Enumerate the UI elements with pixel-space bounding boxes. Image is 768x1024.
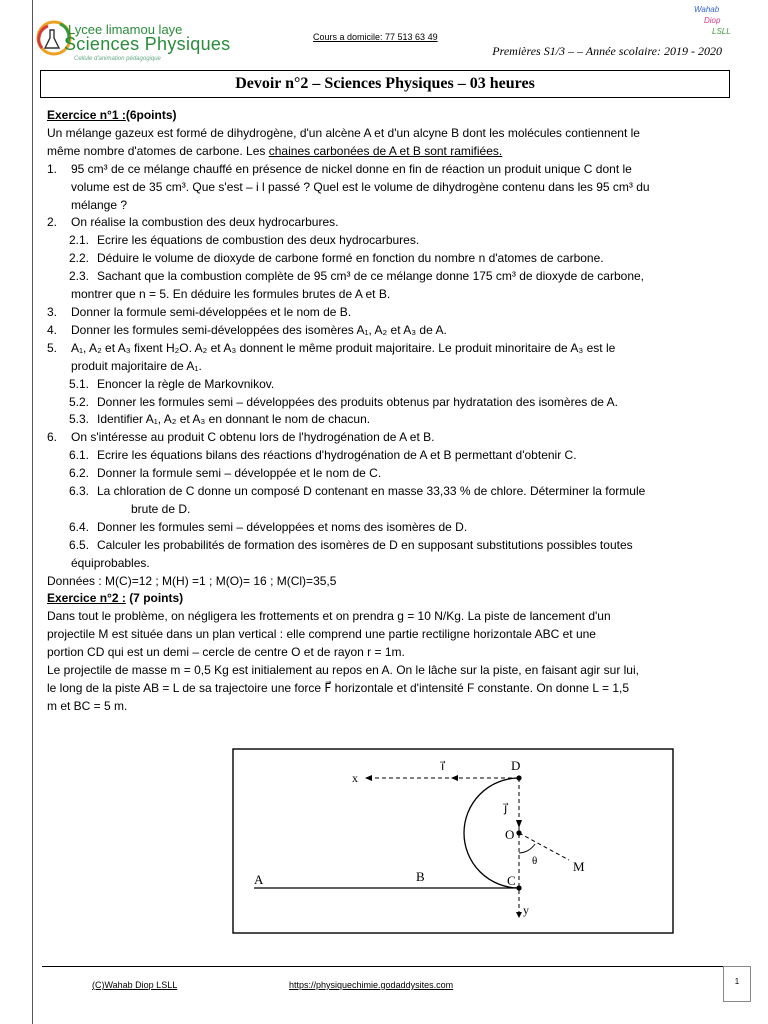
- j-vector-head: [516, 820, 522, 828]
- data-constants: Données : M(C)=12 ; M(H) =1 ; M(O)= 16 ; M(Cl)=35,5: [47, 573, 337, 588]
- q52-text: Donner les formules semi – développées des produits obtenus par hydratation des isomères de A.: [97, 394, 618, 409]
- logo-school-name: Lycee limamou laye: [68, 22, 183, 37]
- q62-number: 6.2.: [69, 466, 90, 481]
- track-diagram: [232, 748, 674, 934]
- ex2-title: Exercice n°2 :: [47, 591, 126, 606]
- question-6-3: [47, 483, 719, 501]
- ex2-para-1: Dans tout le problème, on négligera les frottements et on prendra g = 10 N/Kg. La piste de lancement d'un: [47, 609, 611, 624]
- label-b: B: [416, 869, 425, 884]
- q3-text: Donner la formule semi-développées et le nom de B.: [71, 304, 352, 319]
- radius-om: [519, 833, 569, 860]
- label-d: D: [511, 758, 521, 773]
- exam-body: [47, 107, 719, 716]
- ex2-para-4: Le projectile de masse m = 0,5 Kg est initialement au repos en A. On le lâche sur la piste, en faisant agir sur lui,: [47, 663, 639, 678]
- question-5-1: [47, 376, 719, 394]
- q53-text: Identifier A₁, A₂ et A₃ en donnant le nom de chacun.: [97, 412, 371, 427]
- question-2: [47, 214, 719, 232]
- logo-tagline: Cellule d'animation pédagogique: [74, 56, 161, 62]
- theta-arc: [519, 844, 535, 853]
- ex1-intro-2a: même nombre d'atomes de carbone. Les: [47, 143, 269, 158]
- q4-number: 4.: [47, 322, 58, 337]
- author-badge: [690, 4, 734, 44]
- question-2-1: [47, 232, 719, 250]
- q23-text-2: montrer que n = 5. En déduire les formules brutes de A et B.: [71, 287, 391, 302]
- q6-text: On s'intéresse au produit C obtenu lors de l'hydrogénation de A et B.: [71, 430, 435, 445]
- q65-text: Calculer les probabilités de formation des isomères de D en supposant substitutions possibles toutes: [97, 537, 633, 552]
- contact-line: Cours a domicile: 77 513 63 49: [313, 32, 438, 42]
- q6-number: 6.: [47, 430, 58, 445]
- q53-number: 5.3.: [69, 412, 90, 427]
- q63-text: La chloration de C donne un composé D contenant en masse 33,33 % de chlore. Déterminer la formule: [97, 484, 646, 499]
- q63-text-2: brute de D.: [131, 501, 191, 516]
- q3-number: 3.: [47, 304, 58, 319]
- q64-text: Donner les formules semi – développées et noms des isomères de D.: [97, 519, 468, 534]
- question-3: [47, 304, 719, 322]
- question-2-2: [47, 250, 719, 268]
- question-5: [47, 340, 719, 358]
- q5-number: 5.: [47, 340, 58, 355]
- question-5-3: [47, 411, 719, 429]
- point-d-dot: [516, 775, 521, 780]
- footer-rule: [42, 966, 724, 967]
- label-a: A: [254, 872, 264, 887]
- q65-text-2: équiprobables.: [71, 555, 150, 570]
- ex2-heading: [47, 590, 719, 608]
- q1-number: 1.: [47, 161, 58, 176]
- ex2-para-6: m et BC = 5 m.: [47, 698, 128, 713]
- question-2-3: [47, 268, 719, 286]
- q21-number: 2.1.: [69, 233, 90, 248]
- ex2-para-5: le long de la piste AB = L de sa trajectoire une force F⃗ horizontale et d'intensité F constante. On donne L = 1,5: [47, 681, 630, 695]
- q61-number: 6.1.: [69, 448, 90, 463]
- label-x: x: [352, 771, 358, 785]
- badge-line-3: LSLL: [712, 27, 731, 36]
- label-o: O: [505, 827, 515, 842]
- question-6-5: [47, 537, 719, 555]
- q2-number: 2.: [47, 215, 58, 230]
- diagram-frame: [233, 749, 673, 933]
- class-and-year: Premières S1/3 – – Année scolaire: 2019 - 2020: [492, 44, 722, 58]
- question-1: [47, 161, 719, 179]
- q64-number: 6.4.: [69, 519, 90, 534]
- footer-author: (C)Wahab Diop LSLL: [92, 980, 178, 990]
- q22-number: 2.2.: [69, 251, 90, 266]
- label-c: C: [507, 873, 516, 888]
- question-6-2: [47, 465, 719, 483]
- i-vector-head: [451, 775, 458, 781]
- q22-text: Déduire le volume de dioxyde de carbone formé en fonction du nombre n d'atomes de carbone.: [97, 251, 604, 266]
- page-number: 1: [723, 966, 751, 1002]
- label-j: j⃗: [504, 801, 508, 815]
- q2-text: On réalise la combustion des deux hydrocarbures.: [71, 215, 339, 230]
- badge-line-1: Wahab: [694, 5, 720, 14]
- q23-text: Sachant que la combustion complète de 95 cm³ de ce mélange donne 175 cm³ de dioxyde de carbone,: [97, 269, 645, 284]
- q52-number: 5.2.: [69, 394, 90, 409]
- label-y: y: [523, 903, 529, 917]
- ex2-para-3: portion CD qui est un demi – cercle de centre O et de rayon r = 1m.: [47, 645, 405, 660]
- exam-title: Devoir n°2 – Sciences Physiques – 03 heures: [40, 70, 730, 98]
- ex1-heading: [47, 107, 719, 125]
- point-c-dot: [516, 885, 521, 890]
- q62-text: Donner la formule semi – développée et le nom de C.: [97, 466, 382, 481]
- q23-number: 2.3.: [69, 269, 90, 284]
- q65-number: 6.5.: [69, 537, 90, 552]
- left-margin-rule: [32, 0, 33, 1024]
- question-6: [47, 429, 719, 447]
- question-4: [47, 322, 719, 340]
- footer-website-link[interactable]: https://physiquechimie.godaddysites.com: [289, 980, 454, 990]
- y-arrow-head: [516, 912, 522, 918]
- ex1-intro: Un mélange gazeux est formé de dihydrogène, d'un alcène A et d'un alcyne B dont les molécules contiennent le: [47, 125, 640, 140]
- q1-text-3: mélange ?: [71, 197, 128, 212]
- q63-number: 6.3.: [69, 484, 90, 499]
- ex2-para-2: projectile M est située dans un plan vertical : elle comprend une partie rectiligne horizontale ABC et une: [47, 627, 596, 642]
- school-logo: [34, 16, 234, 64]
- ex1-intro-2b: chaines carbonées de A et B sont ramifiées.: [268, 143, 503, 158]
- ex1-title: Exercice n°1 :: [47, 108, 126, 122]
- q5-text: A₁, A₂ et A₃ fixent H₂O. A₂ et A₃ donnent le même produit majoritaire. Le produit minoritaire de A₃ est le: [71, 340, 616, 355]
- label-i: i⃗: [441, 759, 445, 773]
- label-m: M: [573, 859, 585, 874]
- q1-text: 95 cm³ de ce mélange chauffé en présence de nickel donne en fin de réaction un produit unique C dont le: [71, 161, 632, 176]
- badge-line-2: Diop: [704, 16, 721, 25]
- point-o-dot: [516, 830, 521, 835]
- q61-text: Ecrire les équations bilans des réactions d'hydrogénation de A et B permettant d'obtenir C.: [97, 448, 577, 463]
- question-6-1: [47, 447, 719, 465]
- q51-text: Enoncer la règle de Markovnikov.: [97, 376, 275, 391]
- q1-text-2: volume est de 35 cm³. Que s'est – i l passé ? Quel est le volume de dihydrogène contenu dans les 95 cm³ du: [71, 179, 650, 194]
- question-5-2: [47, 394, 719, 412]
- ex2-points: (7 points): [129, 591, 184, 606]
- question-6-4: [47, 519, 719, 537]
- x-arrow-head: [365, 775, 372, 781]
- logo-subject: Sciences Physiques: [64, 34, 231, 54]
- ex1-intro-2: [47, 143, 719, 161]
- q4-text: Donner les formules semi-développées des isomères A₁, A₂ et A₃ de A.: [71, 322, 447, 337]
- label-theta: θ: [532, 855, 538, 867]
- q5-text-2: produit majoritaire de A₁.: [71, 358, 202, 373]
- ex1-points: (6points): [125, 108, 177, 122]
- q51-number: 5.1.: [69, 376, 90, 391]
- q21-text: Ecrire les équations de combustion des deux hydrocarbures.: [97, 233, 420, 248]
